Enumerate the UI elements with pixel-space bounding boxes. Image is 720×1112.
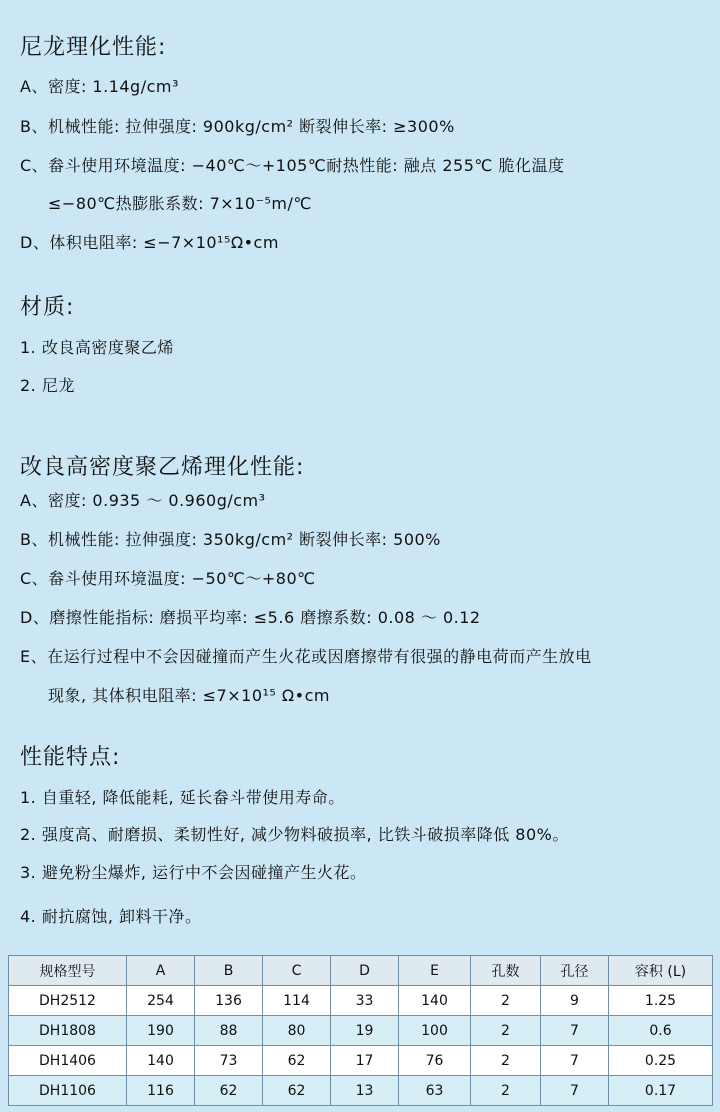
table-cell: 76 <box>399 1046 471 1076</box>
table-cell: 2 <box>471 1016 541 1046</box>
nylon-expansion-line: ≤−80℃热膨胀系数: 7×10⁻⁵m/℃ <box>48 194 312 213</box>
table-cell: DH1808 <box>9 1016 127 1046</box>
table-cell: 0.17 <box>609 1076 713 1106</box>
table-cell: 100 <box>399 1016 471 1046</box>
table-cell: 9 <box>541 986 609 1016</box>
table-cell: 136 <box>195 986 263 1016</box>
table-row <box>9 1046 713 1076</box>
table-cell: DH1106 <box>9 1076 127 1106</box>
hdpe-friction-line: D、磨擦性能指标: 磨损平均率: ≤5.6 磨擦系数: 0.08 ～ 0.12 <box>20 608 481 627</box>
table-row <box>9 1016 713 1046</box>
table-cell: 2 <box>471 1076 541 1106</box>
table-cell: 114 <box>263 986 331 1016</box>
features-heading: 性能特点: <box>20 745 121 770</box>
table-cell: DH1406 <box>9 1046 127 1076</box>
header-d: D <box>331 956 399 986</box>
nylon-density-line: A、密度: 1.14g/cm³ <box>20 77 179 96</box>
table-cell: 80 <box>263 1016 331 1046</box>
feature-item: 1. 自重轻, 降低能耗, 延长畚斗带使用寿命。 <box>20 788 345 807</box>
header-c: C <box>263 956 331 986</box>
table-cell: DH2512 <box>9 986 127 1016</box>
header-model: 规格型号 <box>9 956 127 986</box>
header-b: B <box>195 956 263 986</box>
hdpe-mechanical-line: B、机械性能: 拉伸强度: 350kg/cm² 断裂伸长率: 500% <box>20 530 441 549</box>
table-cell: 88 <box>195 1016 263 1046</box>
hdpe-static-line: E、在运行过程中不会因碰撞而产生火花或因磨擦带有很强的静电荷而产生放电 <box>20 647 592 666</box>
table-cell: 73 <box>195 1046 263 1076</box>
table-header-row <box>9 956 713 986</box>
nylon-properties-heading: 尼龙理化性能: <box>20 35 167 60</box>
table-cell: 0.6 <box>609 1016 713 1046</box>
table-cell: 62 <box>195 1076 263 1106</box>
table-cell: 13 <box>331 1076 399 1106</box>
table-row <box>9 1076 713 1106</box>
table-cell: 19 <box>331 1016 399 1046</box>
table-cell: 33 <box>331 986 399 1016</box>
material-item: 2. 尼龙 <box>20 376 75 395</box>
material-item: 1. 改良高密度聚乙烯 <box>20 338 174 357</box>
hdpe-resistivity-line: 现象, 其体积电阻率: ≤7×10¹⁵ Ω•cm <box>48 686 330 705</box>
table-cell: 62 <box>263 1046 331 1076</box>
table-cell: 1.25 <box>609 986 713 1016</box>
feature-item: 3. 避免粉尘爆炸, 运行中不会因碰撞产生火花。 <box>20 863 367 882</box>
header-volume: 容积 (L) <box>609 956 713 986</box>
feature-item: 2. 强度高、耐磨损、柔韧性好, 减少物料破损率, 比铁斗破损率降低 80%。 <box>20 825 569 844</box>
spec-table <box>8 955 713 1106</box>
feature-item: 4. 耐抗腐蚀, 卸料干净。 <box>20 907 202 926</box>
hdpe-temperature-line: C、畚斗使用环境温度: −50℃～+80℃ <box>20 569 316 588</box>
table-cell: 7 <box>541 1046 609 1076</box>
hdpe-density-line: A、密度: 0.935 ～ 0.960g/cm³ <box>20 491 266 510</box>
table-cell: 140 <box>127 1046 195 1076</box>
table-cell: 7 <box>541 1016 609 1046</box>
header-hole-diameter: 孔径 <box>541 956 609 986</box>
table-cell: 7 <box>541 1076 609 1106</box>
hdpe-properties-heading: 改良高密度聚乙烯理化性能: <box>20 455 305 480</box>
nylon-resistivity-line: D、体积电阻率: ≤−7×10¹⁵Ω•cm <box>20 233 279 252</box>
table-cell: 62 <box>263 1076 331 1106</box>
header-a: A <box>127 956 195 986</box>
header-e: E <box>399 956 471 986</box>
table-cell: 17 <box>331 1046 399 1076</box>
table-cell: 116 <box>127 1076 195 1106</box>
header-hole-count: 孔数 <box>471 956 541 986</box>
nylon-temperature-line: C、畚斗使用环境温度: −40℃～+105℃耐热性能: 融点 255℃ 脆化温度 <box>20 156 565 175</box>
table-cell: 2 <box>471 986 541 1016</box>
table-cell: 140 <box>399 986 471 1016</box>
table-cell: 190 <box>127 1016 195 1046</box>
table-cell: 0.25 <box>609 1046 713 1076</box>
material-heading: 材质: <box>20 295 75 320</box>
table-cell: 254 <box>127 986 195 1016</box>
table-cell: 63 <box>399 1076 471 1106</box>
table-row <box>9 986 713 1016</box>
table-cell: 2 <box>471 1046 541 1076</box>
nylon-mechanical-line: B、机械性能: 拉伸强度: 900kg/cm² 断裂伸长率: ≥300% <box>20 117 455 136</box>
